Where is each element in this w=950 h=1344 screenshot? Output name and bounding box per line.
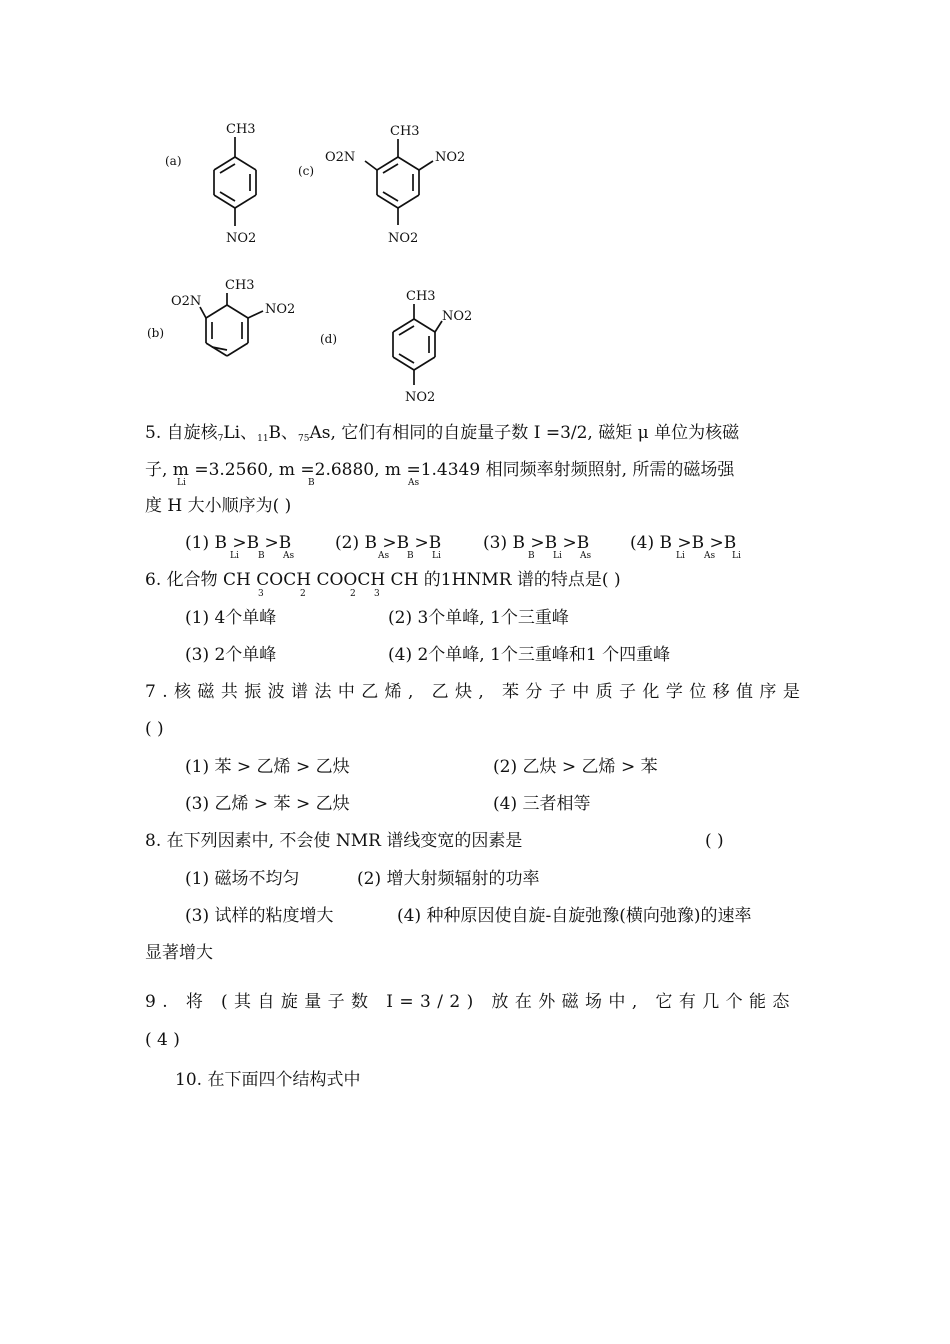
structure-c-left-group: O2N: [325, 150, 356, 165]
q8-answer-paren: ( ): [705, 831, 724, 851]
structure-c-bottom-group: NO2: [388, 231, 419, 246]
q6-option-3[interactable]: (3) 2个单峰: [185, 645, 277, 665]
structure-b-top-group: CH3: [225, 278, 255, 293]
q8-option-3[interactable]: (3) 试样的粘度增大: [185, 906, 334, 926]
structure-d-label: (d): [320, 332, 338, 346]
q6-option-4[interactable]: (4) 2个单峰, 1个三重峰和1 个四重峰: [388, 645, 671, 665]
structure-a: [160, 115, 290, 255]
structure-b: [145, 275, 315, 375]
q5-option-1[interactable]: (1) B >B >B: [185, 533, 292, 553]
structure-b-right-group: NO2: [265, 302, 296, 317]
q9-answer: ( 4 ): [145, 1030, 180, 1050]
q6-option-2[interactable]: (2) 3个单峰, 1个三重峰: [388, 608, 569, 628]
q7-answer-paren: ( ): [145, 719, 164, 739]
q8-option-1[interactable]: (1) 磁场不均匀: [185, 869, 300, 889]
structure-c: [295, 115, 485, 255]
q8-option-4[interactable]: (4) 种种原因使自旋-自旋弛豫(横向弛豫)的速率: [397, 906, 752, 926]
structure-d-right-group: NO2: [442, 309, 473, 324]
structure-d-bottom-group: NO2: [405, 390, 436, 405]
structure-a-bottom-group: NO2: [226, 231, 257, 246]
q8-option-4-continued: 显著增大: [145, 943, 213, 963]
q5-option-3[interactable]: (3) B >B >B: [483, 533, 590, 553]
q9-stem: 9. 将 (其自旋量子数 I=3/2) 放在外磁场中, 它有几个能态: [145, 992, 796, 1012]
q7-option-1[interactable]: (1) 苯 > 乙烯 > 乙炔: [185, 757, 350, 777]
q10-stem: 10. 在下面四个结构式中: [175, 1070, 361, 1090]
q7-option-3[interactable]: (3) 乙烯 > 苯 > 乙炔: [185, 794, 350, 814]
q6-stem: 6. 化合物 CH COCH COOCH CH 的1HNMR 谱的特点是( ): [145, 570, 621, 590]
q7-option-4[interactable]: (4) 三者相等: [493, 794, 591, 814]
structure-c-label: (c): [298, 164, 315, 178]
structure-d: [318, 285, 488, 410]
structure-c-right-group: NO2: [435, 150, 466, 165]
document-page: (a) CH3 NO2 (c) CH3 O2N NO2 NO2 (b) CH3 O2N NO2 (d) CH3 NO2 NO2 5. 自旋核7Li、11B、75As, 它们有相同的自旋量子数 I =3/2, 磁矩 μ 单位为核磁 子, m =3.2560, m =2.6880, m =1.4349 相同频率射频照射, 所需的磁场强 Li B As 度 H 大小顺序为( ) (1) B >B >B (2) B >B >B (3) B >B >B (4) B >B >B Li B As As B Li B Li As Li As Li 6. 化合物 CH COCH COOCH CH 的1HNMR 谱的特点是( ) 3 2 2 3 (1) 4个单峰 (2) 3个单峰, 1个三重峰 (3) 2个单峰 (4) 2个单峰, 1个三重峰和1 个四重峰 7.核磁共振波谱法中乙烯, 乙炔, 苯分子中质子化学位移值序是 ( ) (1) 苯 > 乙烯 > 乙炔 (2) 乙炔 > 乙烯 > 苯 (3) 乙烯 > 苯 > 乙炔 (4) 三者相等 8. 在下列因素中, 不会使 NMR 谱线变宽的因素是 ( ) (1) 磁场不均匀 (2) 增大射频辐射的功率 (3) 试样的粘度增大 (4) 种种原因使自旋-自旋弛豫(横向弛豫)的速率 显著增大 9. 将 (其自旋量子数 I=3/2) 放在外磁场中, 它有几个能态 ( 4 ) 10. 在下面四个结构式中: [0, 0, 950, 1344]
structure-b-label: (b): [147, 326, 165, 340]
q6-option-1[interactable]: (1) 4个单峰: [185, 608, 277, 628]
q8-option-2[interactable]: (2) 增大射频辐射的功率: [357, 869, 540, 889]
q7-stem: 7.核磁共振波谱法中乙烯, 乙炔, 苯分子中质子化学位移值序是: [145, 682, 807, 702]
q5-stem-line2: 子, m =3.2560, m =2.6880, m =1.4349 相同频率射频照射, 所需的磁场强: [145, 460, 735, 480]
q5-stem-line3: 度 H 大小顺序为( ): [145, 496, 292, 516]
structure-b-left-group: O2N: [171, 294, 202, 309]
q5-stem-line1: 5. 自旋核7Li、11B、75As, 它们有相同的自旋量子数 I =3/2, 磁矩 μ 单位为核磁: [145, 423, 740, 444]
structure-a-top-group: CH3: [226, 122, 256, 137]
q8-stem: 8. 在下列因素中, 不会使 NMR 谱线变宽的因素是: [145, 831, 523, 851]
structure-d-top-group: CH3: [406, 289, 436, 304]
structure-c-top-group: CH3: [390, 124, 420, 139]
q7-option-2[interactable]: (2) 乙炔 > 乙烯 > 苯: [493, 757, 658, 777]
structure-a-label: (a): [165, 154, 182, 168]
q5-option-4[interactable]: (4) B >B >B: [630, 533, 737, 553]
q5-option-2[interactable]: (2) B >B >B: [335, 533, 442, 553]
